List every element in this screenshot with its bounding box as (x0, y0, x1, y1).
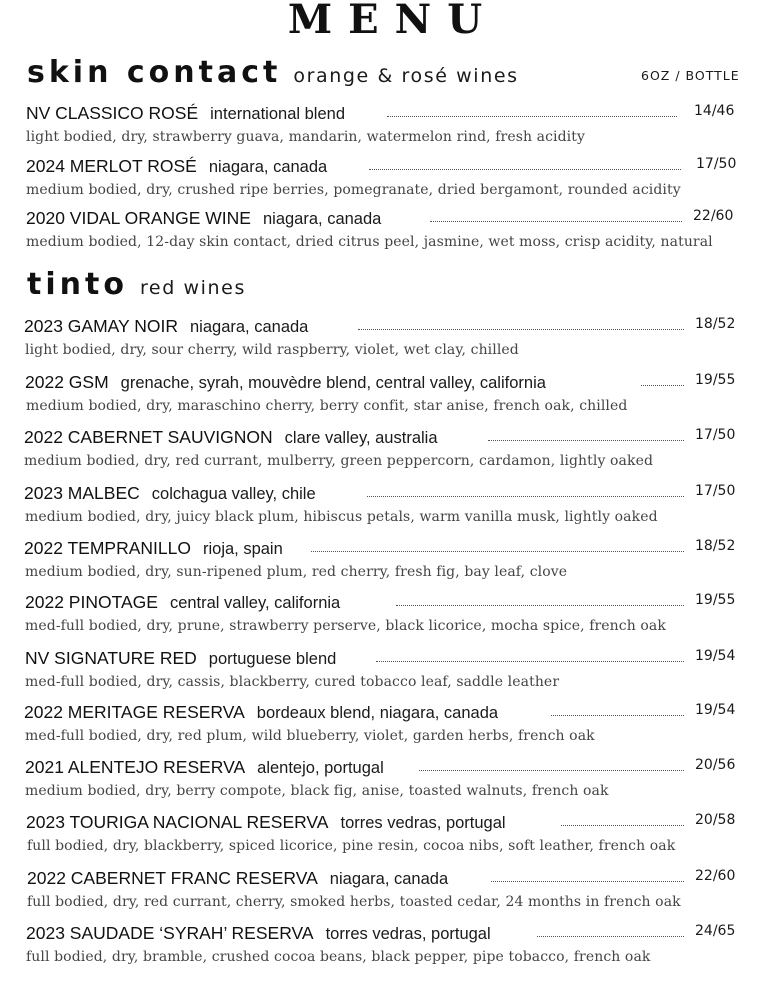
section-header-tinto (27, 267, 246, 302)
wine-item (0, 103, 770, 153)
wine-description: medium bodied, dry, maraschino cherry, berry confit, star anise, french oak, chilled (26, 398, 628, 414)
wine-origin: niagara, canada (208, 158, 328, 176)
wine-origin: torres vedras, portugal (325, 925, 491, 943)
wine-origin: colchagua valley, chile (151, 485, 316, 503)
wine-price: 19/55 (695, 592, 736, 608)
wine-item (0, 868, 770, 918)
wine-price: 19/54 (695, 648, 736, 664)
wine-name: 2023 MALBEC (24, 483, 140, 503)
wine-price: 19/55 (695, 372, 736, 388)
dotted-leader (551, 715, 684, 716)
wine-name: 2021 ALENTEJO RESERVA (25, 757, 246, 777)
wine-origin: alentejo, portugal (257, 759, 384, 777)
wine-item (0, 812, 770, 862)
wine-description: med-full bodied, dry, red plum, wild blueberry, violet, garden herbs, french oak (25, 728, 595, 744)
wine-item (0, 538, 770, 588)
wine-item (0, 702, 770, 752)
wine-price: 22/60 (693, 208, 734, 224)
wine-name: 2020 VIDAL ORANGE WINE (26, 208, 251, 228)
wine-origin: niagara, canada (329, 870, 449, 888)
wine-origin: niagara, canada (262, 210, 382, 228)
wine-price: 18/52 (695, 316, 736, 332)
wine-name: 2022 MERITAGE RESERVA (24, 702, 245, 722)
wine-name: 2022 CABERNET FRANC RESERVA (27, 868, 318, 888)
wine-origin: portuguese blend (208, 650, 337, 668)
wine-item (0, 757, 770, 807)
wine-name: 2022 CABERNET SAUVIGNON (24, 427, 273, 447)
dotted-leader (537, 936, 684, 937)
wine-item (0, 483, 770, 533)
menu-title: MENU (287, 0, 499, 43)
wine-item (0, 372, 770, 422)
wine-price: 19/54 (695, 702, 736, 718)
wine-origin: central valley, california (169, 594, 341, 612)
section-subtitle: orange & rosé wines (293, 65, 519, 87)
wine-origin: torres vedras, portugal (340, 814, 506, 832)
wine-price: 20/56 (695, 757, 736, 773)
wine-origin: clare valley, australia (284, 429, 438, 447)
wine-description: medium bodied, dry, crushed ripe berries, pomegranate, dried bergamont, rounded acidity (26, 182, 681, 198)
wine-item (0, 427, 770, 477)
wine-description: medium bodied, dry, juicy black plum, hibiscus petals, warm vanilla musk, lightly oaked (25, 509, 658, 525)
serving-size-note: 6OZ / BOTTLE (641, 68, 740, 83)
section-subtitle: red wines (139, 277, 246, 299)
wine-item (0, 592, 770, 642)
wine-price: 14/46 (694, 103, 735, 119)
section-title: skin contact (27, 55, 282, 90)
wine-name: 2022 PINOTAGE (25, 592, 158, 612)
wine-description: medium bodied, dry, sun-ripened plum, red cherry, fresh fig, bay leaf, clove (25, 564, 568, 580)
dotted-leader (358, 329, 684, 330)
wine-origin: international blend (210, 105, 345, 123)
wine-name: 2024 MERLOT ROSÉ (26, 156, 197, 176)
wine-item (0, 648, 770, 698)
wine-description: medium bodied, 12-day skin contact, dried citrus peel, jasmine, wet moss, crisp acidity, natural (26, 234, 713, 250)
wine-name: NV CLASSICO ROSÉ (26, 103, 199, 123)
dotted-leader (369, 169, 681, 170)
wine-price: 24/65 (695, 923, 736, 939)
wine-description: full bodied, dry, bramble, crushed cocoa beans, black pepper, pipe tobacco, french oak (26, 949, 651, 965)
section-header-skin-contact (27, 55, 519, 90)
section-title: tinto (27, 267, 128, 302)
wine-name: 2022 TEMPRANILLO (24, 538, 191, 558)
wine-price: 22/60 (695, 868, 736, 884)
wine-description: med-full bodied, dry, prune, strawberry perserve, black licorice, mocha spice, french oak (25, 618, 666, 634)
wine-origin: rioja, spain (202, 540, 283, 558)
dotted-leader (430, 221, 682, 222)
dotted-leader (488, 440, 684, 441)
wine-price: 18/52 (695, 538, 736, 554)
wine-name: NV SIGNATURE RED (25, 648, 197, 668)
dotted-leader (376, 661, 684, 662)
wine-description: medium bodied, dry, red currant, mulberry, green peppercorn, cardamon, lightly oaked (24, 453, 654, 469)
dotted-leader (387, 116, 677, 117)
wine-origin: niagara, canada (190, 318, 309, 336)
dotted-leader (396, 605, 684, 606)
wine-item (0, 316, 770, 366)
dotted-leader (367, 496, 684, 497)
wine-price: 17/50 (696, 156, 737, 172)
wine-price: 20/58 (695, 812, 736, 828)
wine-price: 17/50 (695, 483, 736, 499)
wine-description: med-full bodied, dry, cassis, blackberry, cured tobacco leaf, saddle leather (25, 674, 560, 690)
dotted-leader (419, 770, 684, 771)
wine-description: full bodied, dry, blackberry, spiced licorice, pine resin, cocoa nibs, soft leather, french oak (27, 838, 676, 854)
dotted-leader (641, 385, 684, 386)
dotted-leader (491, 881, 684, 882)
wine-item (0, 208, 770, 258)
wine-origin: bordeaux blend, niagara, canada (256, 704, 499, 722)
dotted-leader (311, 551, 684, 552)
wine-name: 2023 SAUDADE ‘SYRAH’ RESERVA (26, 923, 314, 943)
wine-item (0, 156, 770, 206)
wine-item (0, 923, 770, 973)
wine-origin: grenache, syrah, mouvèdre blend, central valley, california (120, 374, 546, 392)
wine-name: 2023 TOURIGA NACIONAL RESERVA (26, 812, 329, 832)
wine-description: medium bodied, dry, berry compote, black fig, anise, toasted walnuts, french oak (25, 783, 609, 799)
wine-description: light bodied, dry, sour cherry, wild raspberry, violet, wet clay, chilled (25, 342, 519, 358)
wine-name: 2023 GAMAY NOIR (24, 316, 178, 336)
wine-name: 2022 GSM (25, 372, 109, 392)
wine-description: light bodied, dry, strawberry guava, mandarin, watermelon rind, fresh acidity (26, 129, 585, 145)
wine-description: full bodied, dry, red currant, cherry, smoked herbs, toasted cedar, 24 months in french oak (27, 894, 681, 910)
dotted-leader (561, 825, 684, 826)
wine-price: 17/50 (695, 427, 736, 443)
